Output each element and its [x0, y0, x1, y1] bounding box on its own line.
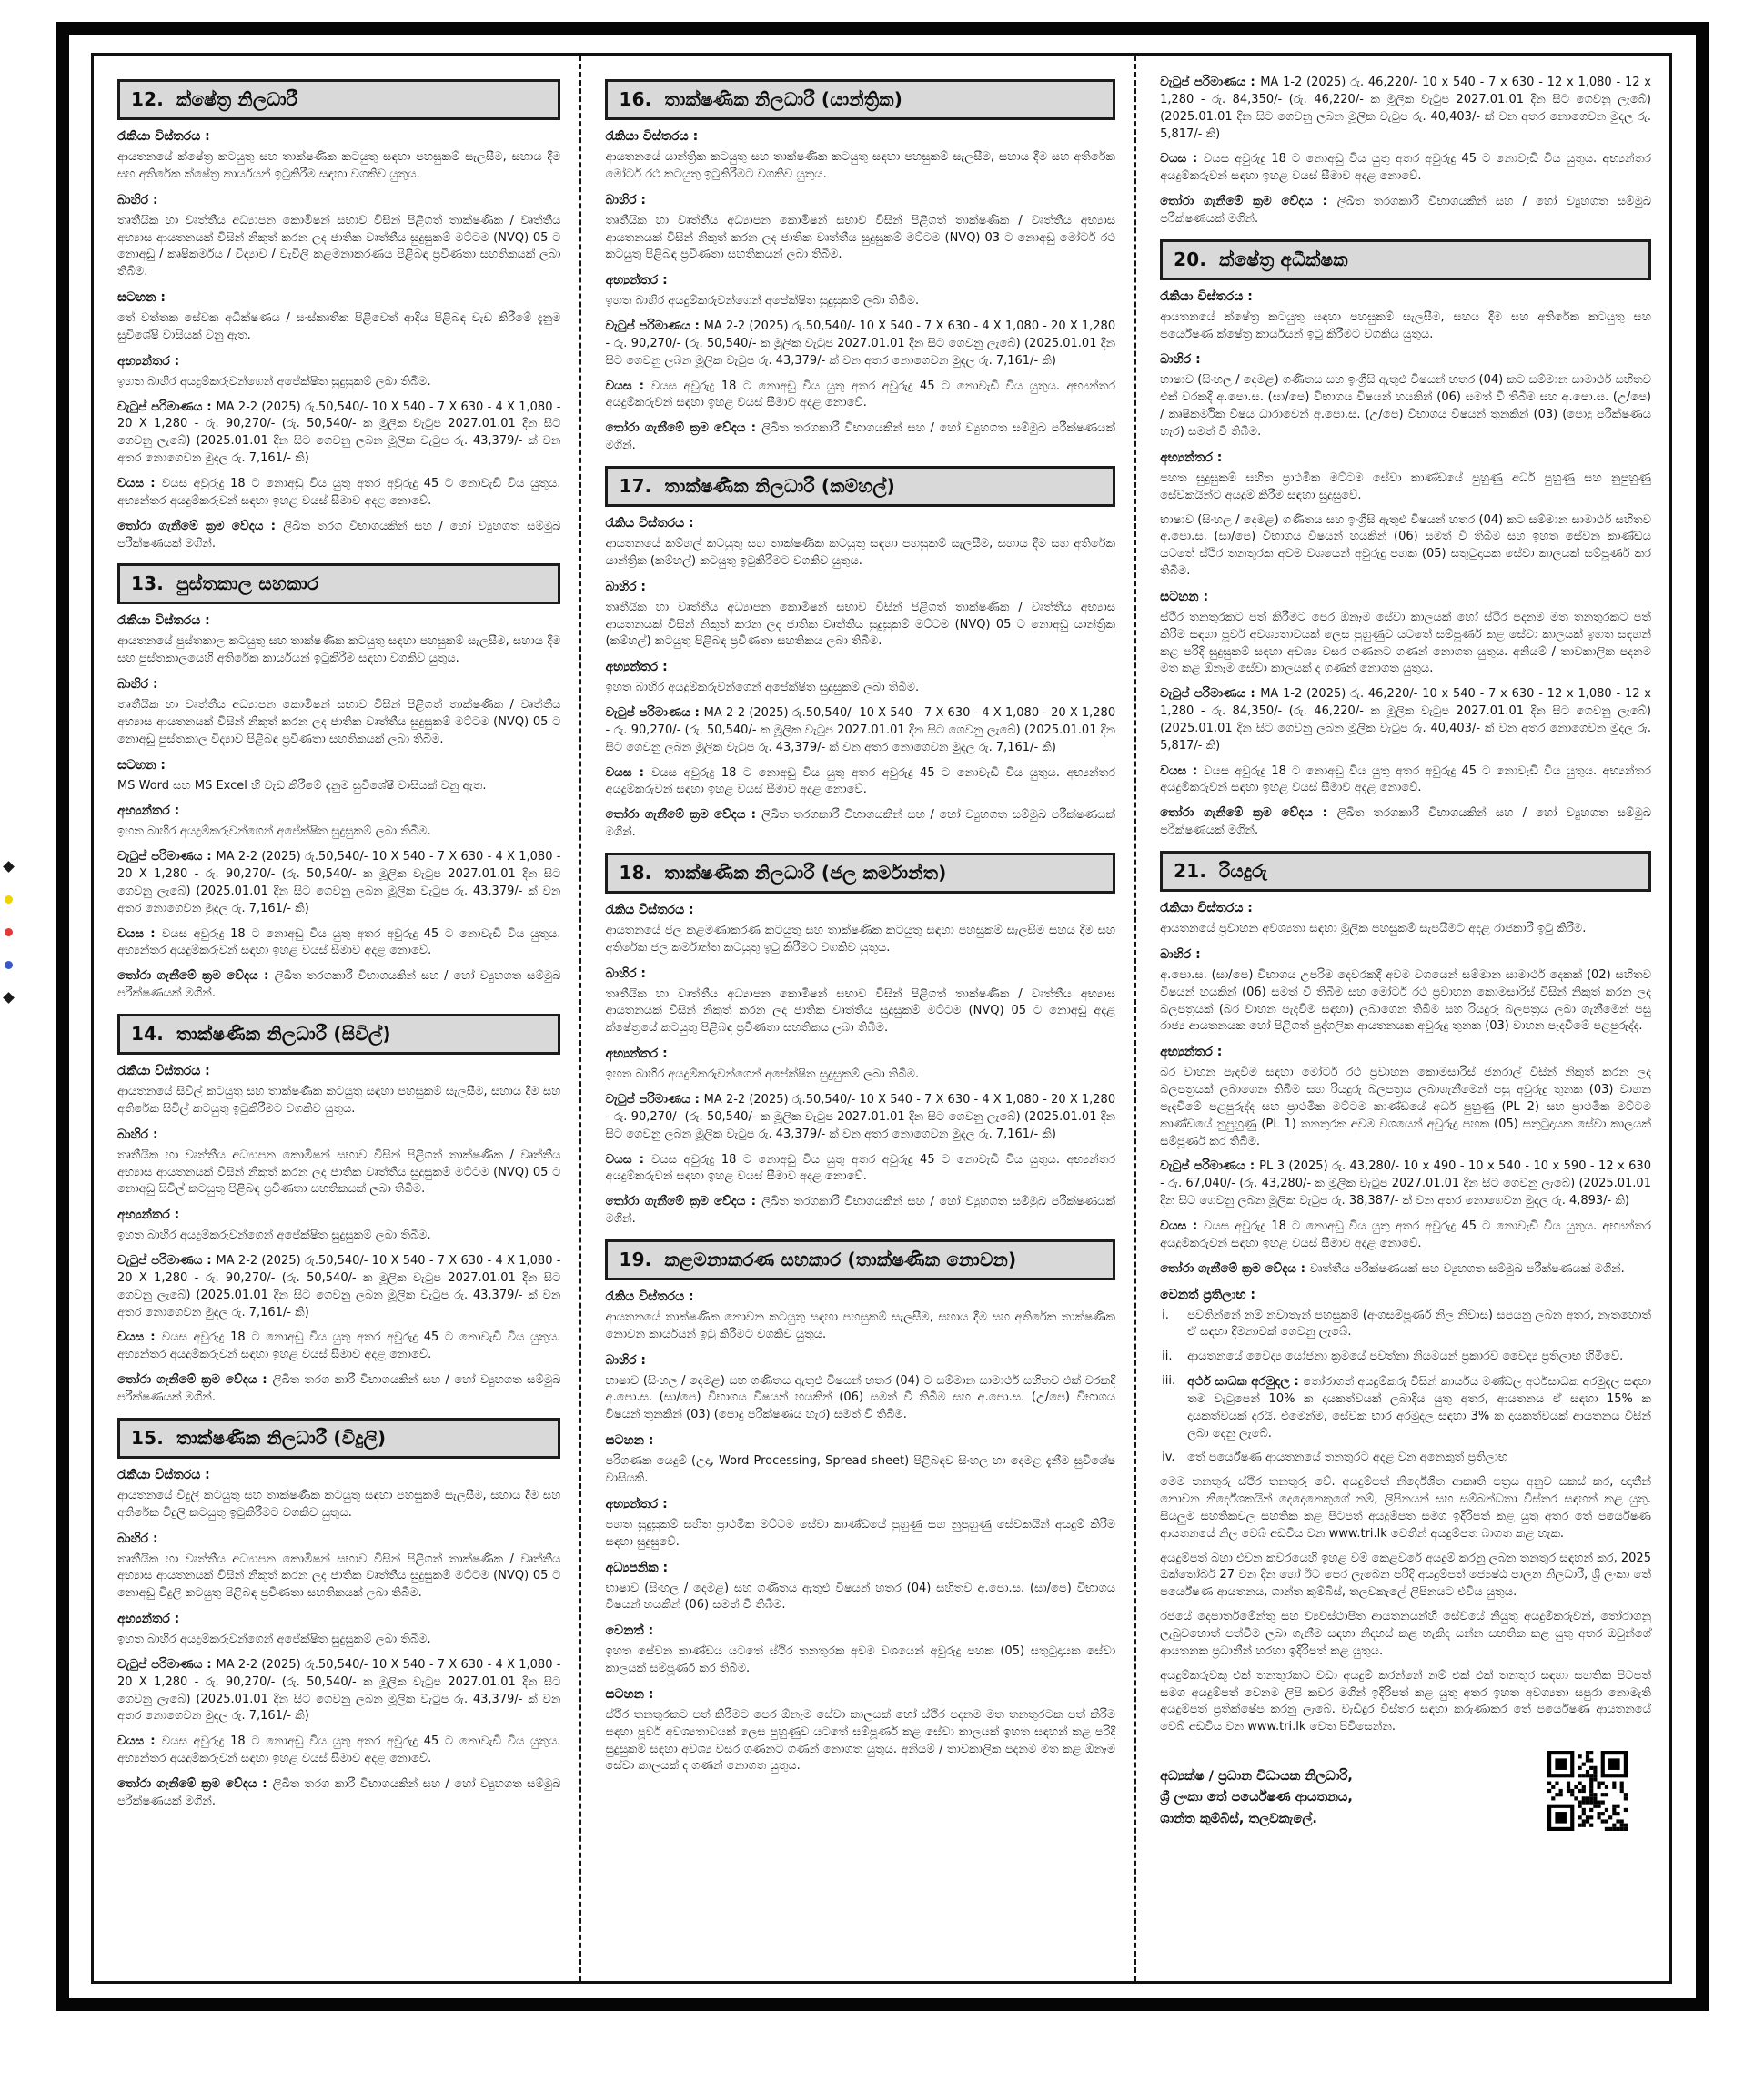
field-label: අභ්‍යන්තර :: [117, 353, 180, 369]
field-value: ලිඛිත තරග කාරී විභාගයකින් සහ / හෝ ව්‍යුහගත සම්මුඛ පරීක්ෂණයක් මගින්.: [117, 1776, 561, 1808]
list-item: [1160, 1349, 1651, 1366]
body-paragraph: [605, 704, 1115, 757]
field-value: MA 1-2 (2025) රු. 46,220/- 10 x 540 - 7 x 630 - 12 x 1,080 - 12 x 1,280 - රු. 84,350/- (රු. 46,220/- ක මූලික වැටුප 2027.01.01 දින සිට ගෙවනු ලැබේ) (2025.01.01 දින සිට ගෙවනු ලබන මූලික වැටුප රු. 40,403/- ක් වන අතර නොගෙවන මුදල රු. 5,817/- කි): [1160, 76, 1651, 141]
field-label: වෙනත් :: [605, 1623, 654, 1639]
field-label: වැටුප් පරිමාණය :: [1160, 75, 1261, 89]
section-number: 13.: [131, 572, 165, 595]
body-paragraph: [1160, 685, 1651, 754]
field-label: වයස :: [117, 1330, 162, 1345]
section-title: තාක්ෂණික නිලධාරී (ජල කර්මාන්ත): [664, 861, 947, 884]
body-paragraph: ඉහත බාහිර අයදුම්කරුවන්ගෙන් අපේක්ෂිත සුදුසුකම් ලබා තිබීම.: [605, 294, 920, 308]
registration-mark-diamond: [3, 992, 15, 1004]
signature-line: ශ්‍රී ලංකා තේ පර්යේෂණ ආයතනය,: [1160, 1790, 1353, 1805]
field-label: වයස :: [117, 475, 162, 490]
body-paragraph: MS Word සහ MS Excel හි වැඩ කිරීමේ දැනුම සුවිශේෂී වාසියක් වනු ඇත.: [117, 778, 487, 793]
field-label: වැටුප් පරිමාණය :: [605, 1092, 704, 1107]
section-title: තාක්ෂණික නිලධාරී (යාන්ත්‍රික): [664, 88, 903, 110]
field-label: වයස :: [117, 1734, 162, 1749]
field-label: රැකිය විස්තරය :: [605, 1289, 694, 1304]
section-header: [605, 466, 1115, 507]
body-paragraph: රජයේ දෙපාර්තමේන්තු සහ ව්‍යවස්ථාපිත ආයතනයන්හි සේවයේ නියුතු අයදුම්කරුවන්, තෝරාගනු ලැබුවහොත් පත්වීම ලබා ගැනීම සඳහා නිදහස් කළ හැකිද යන්න සහතික කළ යුතු අතර ඔවුන්ගේ ආයතනක ප්‍රධානීන් හරහා ඉදිරිපත් කළ යුතුය.: [1160, 1610, 1651, 1658]
body-paragraph: ආයතනයේ ප්‍රවාහන අවශ්‍යතා සඳහා මූලික පහසුකම් සැපයීමට අදළ රාජකාරී ඉටු කිරීම.: [1160, 922, 1587, 935]
section-header: [117, 563, 560, 604]
list-item: [1160, 1308, 1651, 1342]
list-marker: ii.: [1162, 1350, 1173, 1364]
field-label: අභ්‍යන්තර :: [1160, 1045, 1223, 1060]
body-paragraph: [117, 1656, 560, 1725]
signature-lines: [1160, 1764, 1353, 1831]
field-value: MA 2-2 (2025) රු.50,540/- 10 X 540 - 7 X 630 - 4 X 1,080 - 20 X 1,280 - රු. 90,270/- (රු. 50,540/- ක මූලික වැටුප 2027.01.01 දින සිට ගෙවනු ලැබේ) (2025.01.01 දින සිට ගෙවනු ලබන මූලික වැටුප රු. 43,379/- ක් වන අතර නොගෙවන මුදල රු. 7,161/- කි): [117, 1254, 561, 1320]
field-label: අභ්‍යන්තර :: [605, 1046, 668, 1062]
body-paragraph: [605, 1193, 1115, 1228]
body-paragraph: [1160, 804, 1651, 840]
body-paragraph: තෘතීයික හා වෘත්තීය අධ්‍යාපන කොමිෂන් සභාව විසින් පිළිගත් තාක්ෂණික / වෘත්තීය අභ්‍යාස ආයතනයක් විසින් නිකුත් කරන ලද ජාතික වෘත්තීය සුදුසුකම් මට්ටම (NVQ) 05 ට නොඅඩු යාන්ත්‍රික (කම්හල්) කටයුතු පිළිබඳ ප්‍රවීණතා සහතිකය ලබා තිබීම.: [605, 600, 1116, 649]
section-number: 19.: [619, 1248, 652, 1270]
field-label: වැටුප් පරිමාණය :: [1160, 686, 1261, 702]
section-number: 15.: [131, 1426, 165, 1449]
body-paragraph: [1160, 1218, 1651, 1253]
registration-mark-dot: [5, 928, 13, 936]
body-paragraph: අ.පො.ස. (සා/පෙ) විභාගය උපරිම දෙවරකදී අවම වශයෙන් සම්මාන සාමාර්ථ දෙකක් (02) සහිතව විෂයන් හයකින් (06) සමත් වී තිබීම සහ මෝටර් රථ ප්‍රවාහන කොමසාරිස් විසින් නිකුත් කරන ලද බලපත්‍රයක් (බර වාහන පැදවීම සඳහා) ලබාගෙන තිබීම සහ රියදුරු බලපත්‍රය ලබා ගැනීමෙන් පසු රාජ්‍ය ආයතනයක හෝ පිළිගත් පුද්ගලික ආයතනයක අවුරුදු තුනක (03) වාහන පැදවීමේ පළපුරුද්ද.: [1160, 967, 1651, 1034]
field-label: අභ්‍යන්තර :: [117, 1208, 180, 1223]
field-label: බාහිර :: [117, 192, 158, 207]
body-paragraph: ආයතනයේ කම්හල් කටයුතු සහ තාක්ෂණික කටයුතු සඳහා පහසුකම් සැලසීම, සහාය දීම සහ අතිරේක යාන්ත්‍රික (කම්හල්) කටයුතු ඉටුකිරීමට වගකිව යුතුය.: [605, 536, 1116, 568]
field-label: රැකියා විස්තරය :: [1160, 288, 1253, 304]
field-label: තෝරා ගැනීමේ ක්‍රම වේදය :: [1160, 194, 1337, 209]
body-paragraph: [117, 1329, 560, 1364]
field-value: MA 2-2 (2025) රු.50,540/- 10 X 540 - 7 X 630 - 4 X 1,080 - 20 X 1,280 - රු. 90,270/- (රු. 50,540/- ක මූලික වැටුප 2027.01.01 දින සිට ගෙවනු ලැබේ) (2025.01.01 දින සිට ගෙවනු ලබන මූලික වැටුප රු. 43,379/- ක් වන අතර නොගෙවන මුදල රු. 7,161/- කි): [605, 706, 1116, 754]
field-label: අධ්‍යපනික :: [605, 1560, 669, 1575]
field-label: බාහිර :: [1160, 352, 1201, 368]
body-paragraph: මෙම තනතුරු ස්ථිර තනතුරු වේ. අයදුම්පත් නිර්දේශිත ආකෘති පත්‍රය අනුව සකස් කර, ඥාතීන් නොවන නිර්දේශකයින් දෙදෙනෙකුගේ නම්, ලිපිනයන් සහ සම්බන්ධතා විස්තර සඳහන් කළ යුතු. සියලුම සහතිකවල සහතික කළ පිටපත් අයදුම්පත සමග ඉදිරිපත් කළ යුතු අතර තේ පර්යේෂණ ආයතනයේ නිල වෙබ් අඩවිය වන www.tri.lk වෙතින් අයදුම්පත බාගත කළ හැක.: [1160, 1475, 1651, 1541]
field-label: බාහිර :: [117, 677, 158, 693]
body-paragraph: [117, 518, 560, 553]
field-value: MA 2-2 (2025) රු.50,540/- 10 X 540 - 7 X 630 - 4 X 1,080 - 20 X 1,280 - රු. 90,270/- (රු. 50,540/- ක මූලික වැටුප 2027.01.01 දින සිට ගෙවනු ලැබේ) (2025.01.01 දින සිට ගෙවනු ලබන මූලික වැටුප රු. 43,379/- ක් වන අතර නොගෙවන මුදල රු. 7,161/- කි): [117, 850, 561, 915]
field-label: වයස :: [605, 1151, 651, 1167]
field-value: වයස අවුරුදු 18 ට නොඅඩු විය යුතු අතර අවුරුදු 45 ට නොවැඩි විය යුතුය. අභ්‍යන්තර අයදුම්කරුවන් සඳහා ඉහළ වයස් සීමාව අදළ නොවේ.: [605, 765, 1116, 797]
field-label: වයස :: [117, 925, 162, 941]
registration-mark-dot: [5, 961, 13, 969]
section-header: [605, 853, 1115, 894]
field-label: වැටුප් පරිමාණය :: [117, 399, 217, 414]
section-title: තාක්ෂණික නිලධාරී (විදුලි): [176, 1426, 387, 1449]
field-value: PL 3 (2025) රු. 43,280/- 10 x 490 - 10 x 540 - 10 x 590 - 12 x 630 - රු. 67,040/- (රු. 43,280/- ක මූලික වැටුප 2027.01.01 දින සිට ගෙවනු ලැබේ) (2025.01.01 දින සිට ගෙවනු ලබන මූලික වැටුප රු. 38,387/- ක් වන අතර නොගෙවන මුදල රු. 4,893/- කි): [1160, 1159, 1651, 1208]
body-paragraph: භාෂාව (සිංහල / දෙමළ) ගණිතය සහ ඉංග්‍රීසි ඇතුළු විෂයන් හතර (04) කට සම්මාන සාමාර්ථ සහිතව එක් වරකදී අ.පො.ස. (සා/පෙ) විභාගය විෂයන් හයකින් (06) සමත් වී තිබීම සහ අ.පො.ස. (උ/පෙ) / කෘෂිකර්මික විෂය ධාරාවෙන් අ.පො.ස. (උ/පෙ) විභාගය විෂයන් තුනකින් (03) (පොදු පරීක්ෂණය හැර) සමත් වී තිබීම.: [1160, 373, 1651, 439]
body-paragraph: තේ වත්තක සේවක අධීක්ෂණය / සංස්කෘතික පිළිවෙත් ආදිය පිළිබඳ වැඩ කිරීමේ දැනුම සුවිශේෂී වාසියක් වනු ඇත.: [117, 311, 561, 342]
field-label: වැටුප් පරිමාණය :: [605, 705, 704, 721]
body-paragraph: [1160, 74, 1651, 143]
field-label: රැකියා විස්තරය :: [117, 129, 210, 144]
field-label: රැකියා විස්තරය :: [117, 1467, 210, 1482]
field-label: බාහිර :: [117, 1531, 158, 1546]
body-paragraph: [117, 1775, 560, 1811]
body-paragraph: [605, 764, 1115, 800]
signature-line: අධ්‍යක්ෂ / ප්‍රධාන විධායක නිලධාරි,: [1160, 1769, 1353, 1785]
registration-mark-dot: [5, 895, 13, 904]
body-paragraph: ආයතනයේ ක්ෂේත්‍ර කටයුතු සහ තාක්ෂණික කටයුතු සඳහා පහසුකම් සැලසීම, සහාය දීම සහ අතිරේක ක්ෂේත්‍ර කාර්යයන් ඉටුකිරීම සඳහා වගකිව යුතුය.: [117, 150, 561, 181]
field-label: වයස :: [1160, 151, 1205, 167]
section-title: ක්ෂේත්‍ර නිලධාරී: [176, 88, 298, 110]
list-item-text: පවතින්නේ නම් නවාතැන් පහසුකම් (අංගසම්පූර්ණ නිල නිවාස) සපයනු ලබන අතර, නැතහොත් ඒ සඳහා දීමනාවක් ගෙවනු ලැබේ.: [1187, 1308, 1651, 1340]
body-paragraph: ඉහත සේවන කාණ්ඩය යටතේ ස්ථිර තනතුරක අවම වශයෙන් අවුරුදු පහක (05) සතුටුදායක සේවා කාලයක් සම්පූර්ණ කර තිබීම.: [605, 1644, 1116, 1676]
body-paragraph: [605, 378, 1115, 413]
field-label: සටහන :: [117, 290, 166, 306]
body-paragraph: [1160, 763, 1651, 798]
body-paragraph: ස්ථිර තනතුරකට පත් කිරීමට පෙර ඕනෑම සේවා කාලයක් හෝ ස්ථිර පදනම මත තනතුරටක පත් කිරීම සඳහා පූර්ව අවශ්‍යතාවයක් ලෙස පුහුණුව යටතේ සම්පූර්ණ කළ සේවා කාලයක් ඉහත සඳහන් කළ පරිදි සුදුසුකම් සඳහා අවශ්‍ය වසර ගණනට ගණන් නොගත යුතුය. අනියම් / තාවකාලික පදනම මත කළ ඕනෑම සේවා කාලයක් ද ගණන් නොගත යුතුය.: [605, 1707, 1116, 1774]
body-paragraph: [1160, 1158, 1651, 1210]
section-header: [1160, 239, 1651, 280]
field-value: වයස අවුරුදු 18 ට නොඅඩු විය යුතු අතර අවුරුදු 45 ට නොවැඩි විය යුතුය. අභ්‍යන්තර අයදුම්කරුවන් සඳහා ඉහළ වයස් සීමාව අදළ නොවේ.: [605, 379, 1116, 410]
field-label: සටහන :: [117, 757, 166, 773]
field-value: වයස අවුරුදු 18 ට නොඅඩු විය යුතු අතර අවුරුදු 45 ට නොවැඩි විය යුතුය. අභ්‍යන්තර අයදුම්කරුවන් සඳහා ඉහළ වයස් සීමාව අදළ නොවේ.: [117, 926, 561, 958]
list-marker: i.: [1162, 1308, 1169, 1322]
list-item: [1160, 1450, 1651, 1467]
body-paragraph: පරිගණක යෙදුම් (උදා, Word Processing, Spread sheet) පිළිබඳව සිංහල හා දෙමළ දැනීම සුවිශේෂ වාසියකි.: [605, 1454, 1116, 1485]
field-label: අභ්‍යන්තර :: [117, 1612, 180, 1627]
body-paragraph: [605, 420, 1115, 455]
section-title: කළමනාකරණ සහකාර (තාක්ෂණික නොවන): [664, 1248, 1017, 1270]
section-header: [1160, 851, 1651, 892]
field-label: තෝරා ගැනීමේ ක්‍රම වේදය :: [117, 1372, 273, 1388]
section-title: තාක්ෂණික නිලධාරී (කම්හල්): [664, 474, 895, 497]
field-value: වයස අවුරුදු 18 ට නොඅඩු විය යුතු අතර අවුරුදු 45 ට නොවැඩි විය යුතුය. අභ්‍යන්තර අයදුම්කරුවන් සඳහා ඉහළ වයස් සීමාව අදළ නොවේ.: [1160, 763, 1651, 795]
field-label: වයස :: [1160, 763, 1205, 778]
field-label: වයස :: [605, 378, 651, 393]
list-item-text: තේ පර්යේෂණ ආයතනයේ තනතුරට අදළ වන අනෙකුත් ප්‍රතිලාභ: [1187, 1451, 1508, 1465]
section-number: 14.: [131, 1023, 165, 1045]
field-label: රැකිය විස්තරය :: [605, 902, 694, 917]
body-paragraph: [117, 1252, 560, 1321]
body-paragraph: තෘතීයික හා වෘත්තීය අධ්‍යාපන කොමිෂන් සභාව විසින් පිළිගත් තාක්ෂණික / වෘත්තීය අභ්‍යාස ආයතනයක් විසින් නිකුත් කරන ලද ජාතික වෘත්තීය සුදුසුකම් මට්ටම (NVQ) 03 ට නොඅඩු මෝටර් රථ කටයුතු පිළිබඳ ප්‍රවීණතා සහතිකයන් ලබා තිබීම.: [605, 213, 1116, 262]
field-value: ලිඛිත තරග විභාගයකින් සහ / හෝ ව්‍යුහගත සම්මුඛ පරීක්ෂණයක් මගින්.: [117, 519, 561, 551]
field-value: ලිඛිත තරගකාරී විභාගයකින් සහ / හෝ ව්‍යුහගත සම්මුඛ පරීක්ෂණයක් මගින්.: [1160, 806, 1651, 838]
field-label: වැටුප් පරිමාණය :: [605, 318, 704, 334]
field-value: ලිඛිත තරගකාරී විභාගයකින් සහ / හෝ ව්‍යුහගත සම්මුඛ පරීක්ෂණයක් මගින්.: [605, 1195, 1116, 1227]
field-label: අර්ථ සාධක අරමුදල :: [1187, 1374, 1304, 1390]
field-label: අභ්‍යන්තර :: [117, 804, 180, 819]
body-paragraph: තෘතීයික හා වෘත්තීය අධ්‍යාපන කොමිෂන් සභාව විසින් පිළිගත් තාක්ෂණික / වෘත්තීය අභ්‍යාස ආයතනයක් විසින් නිකුත් කරන ලද ජාතික වෘත්තීය සුදුසුකම් මට්ටම (NVQ) 05 ට නොඅඩු පුස්තකාල විද්‍යාව පිළිබඳ ප්‍රවීණතා සහතිකයක් ලබා තිබීම.: [117, 698, 561, 746]
section-title: තාක්ෂණික නිලධාරී (සිවිල්): [176, 1023, 391, 1045]
body-paragraph: ආයතනයේ තාක්ෂණික නොවන කටයුතු සඳහා පහසුකම් සැලසීම, සහාය දීම සහ අතිරේක තාක්ෂණික නොවන කාර්යයන් ඉටු කිරීමට වගකිව යුතුය.: [605, 1309, 1116, 1341]
field-label: අභ්‍යන්තර :: [605, 273, 668, 288]
body-paragraph: ඉහත බාහිර අයදුම්කරුවන්ගෙන් අපේක්ෂිත සුදුසුකම් ලබා තිබීම.: [605, 1067, 920, 1082]
field-value: වයස අවුරුදු 18 ට නොඅඩු විය යුතු අතර අවුරුදු 45 ට නොවැඩි විය යුතුය. අභ්‍යන්තර අයදුම්කරුවන් සඳහා ඉහළ වයස් සීමාව අදළ නොවේ.: [1160, 152, 1651, 184]
field-label: බාහිර :: [605, 1352, 647, 1368]
column-2: [579, 56, 1134, 1981]
field-value: MA 2-2 (2025) රු.50,540/- 10 X 540 - 7 X 630 - 4 X 1,080 - 20 X 1,280 - රු. 90,270/- (රු. 50,540/- ක මූලික වැටුප 2027.01.01 දින සිට ගෙවනු ලැබේ) (2025.01.01 දින සිට ගෙවනු ලබන මූලික වැටුප රු. 43,379/- ක් වන අතර නොගෙවන මුදල රු. 7,161/- කි): [605, 1093, 1116, 1141]
body-paragraph: ඉහත බාහිර අයදුම්කරුවන්ගෙන් අපේක්ෂිත සුදුසුකම් ලබා තිබීම.: [117, 824, 431, 839]
field-label: තෝරා ගැනීමේ ක්‍රම වේදය :: [117, 1775, 273, 1791]
body-paragraph: ඉහත බාහිර අයදුම්කරුවන්ගෙන් අපේක්ෂිත සුදුසුකම් ලබා තිබීම.: [117, 1228, 431, 1243]
field-value: වයස අවුරුදු 18 ට නොඅඩු විය යුතු අතර අවුරුදු 45 ට නොවැඩි විය යුතුය. අභ්‍යන්තර අයදුම්කරුවන් සඳහා ඉහළ වයස් සීමාව අදළ නොවේ.: [1160, 1218, 1651, 1250]
field-label: රැකියා විස්තරය :: [117, 1064, 210, 1078]
field-label: බාහිර :: [117, 1127, 158, 1142]
body-paragraph: [117, 399, 560, 468]
body-paragraph: [1160, 1260, 1651, 1279]
field-value: වෘත්තීය පරීක්ෂණයක් සහ ව්‍යුහගත සම්මුඛ පරීක්ෂණයක් මගින්.: [1309, 1261, 1625, 1276]
field-value: ලිඛිත තරගකාරී විභාගයකින් සහ / හෝ ව්‍යුහගත සම්මුඛ පරීක්ෂණයක් මගින්.: [117, 969, 561, 1001]
body-paragraph: [605, 1151, 1115, 1187]
section-title: රියදුරු: [1219, 860, 1268, 882]
field-label: තෝරා ගැනීමේ ක්‍රම වේදය :: [1160, 1260, 1310, 1276]
field-value: MA 2-2 (2025) රු.50,540/- 10 X 540 - 7 X 630 - 4 X 1,080 - 20 X 1,280 - රු. 90,270/- (රු. 50,540/- ක මූලික වැටුප 2027.01.01 දින සිට ගෙවනු ලැබේ) (2025.01.01 දින සිට ගෙවනු ලබන මූලික වැටුප රු. 43,379/- ක් වන අතර නොගෙවන මුදල රු. 7,161/- කි): [605, 319, 1116, 368]
inner-frame: [91, 53, 1672, 1984]
body-paragraph: ආයතනයේ ක්ෂේත්‍ර කටයුතු සඳහා පහසුකම් සැලසීම, සහය දීම සහ අතිරේක කටයුතු සහ පර්යේෂණ ක්ෂේත්‍ර කාර්යයන් ඉටු කිරීමට වගකිය යුතුය.: [1160, 309, 1651, 341]
columns-container: [94, 56, 1669, 1981]
body-paragraph: [117, 848, 560, 917]
section-title: ක්ෂේත්‍ර අධීක්ෂක: [1219, 248, 1348, 270]
field-label: බාහිර :: [605, 966, 647, 981]
body-paragraph: ස්ථිර තනතුරකට පත් කිරීමට පෙර ඕනෑම සේවා කාලයක් හෝ ස්ථිර පදනම මත තනතුරකට පත් කිරීම සඳහා පූර්ව අවශ්‍යතාවයක් ලෙස පුහුණුව යටතේ සම්පූර්ණ කළ සේවා කාලයක් ඉහත සඳහන් කළ පරිදි සුදුසුකම් සඳහා අවශ්‍ය වසර ගණනට ගණන් නොගත යුතුය. අනියම් / තාවකාලික පදනම මත කළ ඕනෑම සේවා කාලයක් ද ගණන් නොගත යුතුය.: [1160, 610, 1651, 676]
body-paragraph: ආයතනයේ ජල කළමණාකරණ කටයුතු සහ තාක්ෂණික කටයුතු සඳහා පහසුකම් සැලසීම සහය දීම සහ අතිරේක ජල කර්මාන්ත කටයුතු ඉටු කිරීමට වගකිව යුතුය.: [605, 923, 1116, 955]
field-label: බාහිර :: [605, 579, 647, 594]
field-label: වැටුප් පරිමාණය :: [117, 1656, 217, 1672]
field-value: වයස අවුරුදු 18 ට නොඅඩු විය යුතු අතර අවුරුදු 45 ට නොවැඩි විය යුතුය. අභ්‍යන්තර අයදුම්කරුවන් සඳහා ඉහළ වයස් සීමාව අදළ නොවේ.: [605, 1152, 1116, 1184]
list-item: [1160, 1373, 1651, 1442]
body-paragraph: තෘතීයික හා වෘත්තීය අධ්‍යාපන කොමිෂන් සභාව විසින් පිළිගත් තාක්ෂණික / වෘත්තීය අභ්‍යාස ආයතනයක් විසින් නිකුත් කරන ලද ජාතික වෘත්තීය සුදුසුකම් මට්ටම (NVQ) 05 ට නොඅඩු විදුලි කටයුතු පිළිබඳ ප්‍රවීණතා සහතිකයක් ලබා තිබීම.: [117, 1552, 561, 1601]
field-label: රැකියා විස්තරය :: [117, 613, 210, 629]
field-label: බාහිර :: [1160, 946, 1201, 962]
body-paragraph: [117, 925, 560, 961]
section-header: [117, 1014, 560, 1055]
body-paragraph: ආයතනයේ සිවිල් කටයුතු සහ තාක්ෂණික කටයුතු සඳහා පහසුකම් සැලසීම, සහාය දීම සහ අතිරේක සිවිල් කටයුතු ඉටුකිරීමට වගකිව යුතුය.: [117, 1085, 561, 1116]
field-value: වයස අවුරුදු 18 ට නොඅඩු විය යුතු අතර අවුරුදු 45 ට නොවැඩි විය යුතුය. අභ්‍යන්තර අයදුම්කරුවන් සඳහා ඉහළ වයස් සීමාව අදළ නොවේ.: [117, 1734, 561, 1766]
body-paragraph: [605, 806, 1115, 842]
section-header: [605, 79, 1115, 120]
field-value: ලිඛිත තරගකාරී විභාගයකින් සහ / හෝ ව්‍යුහගත සම්මුඛ පරීක්ෂණයක් මගින්.: [605, 808, 1116, 840]
body-paragraph: [117, 967, 560, 1003]
field-value: ලිඛිත තරග කාරී විභාගයකින් සහ / හෝ ව්‍යුහගත සම්මුඛ පරීක්ෂණයක් මගින්.: [117, 1373, 561, 1404]
field-label: රැකියා විස්තරය :: [1160, 901, 1253, 915]
field-label: තෝරා ගැනීමේ ක්‍රම වේදය :: [605, 807, 762, 823]
body-paragraph: පහත සුදුසුකම් සහිත ප්‍රාථමික මට්ටම සේවා කාණ්ඩයේ පුහුණු අර්ධ පුහුණු සහ නුපුහුණු සේවකයින්ට අයදුම් කිරීම සඳහා සුදුසුවේ.: [1160, 470, 1651, 502]
section-number: 16.: [619, 88, 652, 110]
section-header: [605, 1239, 1115, 1280]
body-paragraph: ඉහත බාහිර අයදුම්කරුවන්ගෙන් අපේක්ෂිත සුදුසුකම් ලබා තිබීම.: [117, 374, 431, 389]
field-value: MA 2-2 (2025) රු.50,540/- 10 X 540 - 7 X 630 - 4 X 1,080 - 20 X 1,280 - රු. 90,270/- (රු. 50,540/- ක මූලික වැටුප 2027.01.01 දින සිට ගෙවනු ලැබේ) (2025.01.01 දින සිට ගෙවනු ලබන මූලික වැටුප රු. 43,379/- ක් වන අතර නොගෙවන මුදල රු. 7,161/- කි): [117, 399, 561, 466]
body-paragraph: බර වාහන පැදවීම සඳහා මෝටර් රථ ප්‍රවාහන කොමසාරිස් ජනරාල් විසින් නිකුත් කරන ලද බලපත්‍රයක් ලබාගෙන තිබීම සහ රියදුරු බලපත්‍රය ලබාගැනීමෙන් පසු අවුරුදු තුනක (03) වාහන පැදවීමේ පළපුරුද්ද සහ ප්‍රාථමික මට්ටම කාණ්ඩයේ අර්ධ පුහුණු (PL 2) සහ ප්‍රාථමික මට්ටම කාණ්ඩයේ නුපුහුණු (PL 1) තනතුරක අවම වශයෙන් අවුරුදු පහක (05) සතුටුදායක සේවා කාලයක් සම්පූර්ණ කර තිබීම.: [1160, 1066, 1651, 1148]
field-value: MA 1-2 (2025) රු. 46,220/- 10 x 540 - 7 x 630 - 12 x 1,080 - 12 x 1,280 - රු. 84,350/- (රු. 46,220/- ක මූලික වැටුප 2027.01.01 දින සිට ගෙවනු ලැබේ) (2025.01.01 දින සිට ගෙවනු ලබන මූලික වැටුප රු. 40,403/- ක් වන අතර නොගෙවන මුදල රු. 5,817/- කි): [1160, 687, 1651, 753]
field-value: වයස අවුරුදු 18 ට නොඅඩු විය යුතු අතර අවුරුදු 45 ට නොවැඩි විය යුතුය. අභ්‍යන්තර අයදුම්කරුවන් සඳහා ඉහළ වයස් සීමාව අදළ නොවේ.: [117, 476, 561, 508]
field-label: බාහිර :: [605, 192, 647, 207]
field-label: රැකියා විස්තරය :: [605, 129, 699, 144]
field-label: වැටුප් පරිමාණය :: [117, 849, 217, 864]
body-paragraph: [1160, 193, 1651, 228]
column-1: [94, 56, 579, 1981]
body-paragraph: ආයතනයේ විදුලි කටයුතු සහ තාක්ෂණික කටයුතු සඳහා පහසුකම් සැලසීම, සහාය දීම සහ අතිරේක විදුලි කටයුතු ඉටුකිරීමට වගකිව යුතුය.: [117, 1488, 561, 1520]
body-paragraph: [117, 475, 560, 511]
registration-mark-diamond: [3, 861, 15, 873]
body-paragraph: තෘතීයික හා වෘත්තීය අධ්‍යාපන කොමිෂන් සභාව විසින් පිළිගත් තාක්ෂණික / වෘත්තීය අභ්‍යාස ආයතනයක් විසින් නිකුත් කරන ලද ජාතික වෘත්තීය සුදුසුකම් මට්ටම (NVQ) 05 ට නොඅඩු සිවිල් කටයුතු පිළිබඳ ප්‍රවීණතා සහතිකයක් ලබා තිබීම.: [117, 1148, 561, 1197]
body-paragraph: [605, 318, 1115, 370]
field-value: MA 2-2 (2025) රු.50,540/- 10 X 540 - 7 X 630 - 4 X 1,080 - 20 X 1,280 - රු. 90,270/- (රු. 50,540/- ක මූලික වැටුප 2027.01.01 දින සිට ගෙවනු ලැබේ) (2025.01.01 දින සිට ගෙවනු ලබන මූලික වැටුප රු. 43,379/- ක් වන අතර නොගෙවන මුදල රු. 7,161/- කි): [117, 1657, 561, 1724]
body-paragraph: [117, 1733, 560, 1768]
field-label: වැටුප් පරිමාණය :: [117, 1253, 217, 1269]
section-header: [117, 1418, 560, 1459]
body-paragraph: අයදුම්කරුවකු එක් තනතුරකට වඩා අයදුම් කරන්නේ නම් එක් එක් තනතුර සඳහා සහතික පිටපත් සමග අයදුම්පත් වෙනම ලිපි කවර මගින් ඉදිරිපත් කළ යුතු අතර ඉහත අවශ්‍යතා සපුරා නොමැති අයදුම්පත් ප්‍රතික්ෂේප කරනු ලැබේ. වැඩිදුර විස්තර සඳහා කරුණාකර තේ පර්යේෂණ ආයතනයේ වෙබ් අඩවිය වන www.tri.lk වෙත පිවිසෙන්න.: [1160, 1668, 1651, 1734]
body-paragraph: භාෂාව (සිංහල / දෙමළ) සහ ගණිතය ඇතුළු විෂයන් හතර (04) සහිතව අ.පො.ස. (සා/පෙ) විභාගය විෂයන් හයකින් (06) සමත් වී තිබීම.: [605, 1581, 1116, 1613]
field-label: තෝරා ගැනීමේ ක්‍රම වේදය :: [605, 420, 762, 436]
list-item-text: තෝරාගත් අයදුම්කරු විසින් කාර්යය මණ්ඩල අර්ථසාධක අරමුදල සඳහා තම වැටුපෙන් 10% ක දායකත්වයක් ලබාදිය යුතු අතර, ආයතනය ඒ සඳහා 15% ක දායකත්වයක් දරයි. එමෙන්ම, සේවක භාර අරමුදල සඳහා 3% ක දායකත්වයක් ආයතනය විසින් ලබා දෙනු ලැබේ.: [1187, 1375, 1651, 1441]
qr-code: [1547, 1751, 1628, 1831]
field-value: ලිඛිත තරගකාරී විභාගයකින් සහ / හෝ ව්‍යුහගත සම්මුඛ පරීක්ෂණයක් මගින්.: [605, 421, 1116, 453]
body-paragraph: ඉහත බාහිර අයදුම්කරුවන්ගෙන් අපේක්ෂිත සුදුසුකම් ලබා තිබීම.: [605, 681, 920, 695]
section-number: 20.: [1174, 248, 1207, 270]
field-label: තෝරා ගැනීමේ ක්‍රම වේදය :: [117, 518, 284, 533]
body-paragraph: අයදුම්පත් බහා එවන කවරයෙහි ඉහළ වම් කෙළවරේ අයදුම් කරනු ලබන තනතුර සඳහන් කර, 2025 ඔක්තෝබර් 27 වන දින හෝ ඊට පෙර ලැබෙන පරිදි අයදුම්පත් ජ්‍යෙෂ්ඨ පාලන නිලධාරී, ශ්‍රී ලංකා තේ පර්යේෂණ ආයතනය, ශාන්ත කුම්බිස්, තලවකැලේ ලිපිනයට එවිය යුතුය.: [1160, 1551, 1651, 1600]
list-marker: iv.: [1162, 1451, 1175, 1465]
list-marker: iii.: [1162, 1374, 1176, 1389]
body-paragraph: ඉහත බාහිර අයදුම්කරුවන්ගෙන් අපේක්ෂිත සුදුසුකම් ලබා තිබීම.: [117, 1633, 431, 1647]
section-number: 17.: [619, 474, 652, 497]
body-paragraph: භාෂාව (සිංහල / දෙමළ) සහ ගණිතය ඇතුළු විෂයන් හතර (04) ට සම්මාන සාමාර්ථ සහිතව එක් වරකදී අ.පො.ස. (සා/පෙ) විභාගය විෂයන් හයකින් (06) සමත් වී තිබීම සහ අ.පො.ස. (උ/පෙ) විභාගය විෂයන් තුනකින් (03) (පොදු පරීක්ෂණය හැර) සමත් වී තිබීම.: [605, 1373, 1116, 1422]
signature-block: [1160, 1751, 1651, 1831]
body-paragraph: තෘතීයික හා වෘත්තීය අධ්‍යාපන කොමිෂන් සභාව විසින් පිළිගත් තාක්ෂණික / වෘත්තීය අභ්‍යාස ආයතනයක් විසින් නිකුත් කරන ලද ජාතික වෘත්තීය සුදුසුකම් මට්ටම (NVQ) 05 ට නොඅඩු / කෘෂිකර්මය / විද්‍යාව / වැවිලි කළමනාකරණය පිළිබඳ ප්‍රවීණතා සහතිකයක් ලබා තිබීම.: [117, 213, 561, 279]
field-label: සටහන :: [605, 1686, 654, 1702]
body-paragraph: [1160, 150, 1651, 186]
field-label: අභ්‍යන්තර :: [605, 1496, 668, 1512]
field-label: තෝරා ගැනීමේ ක්‍රම වේදය :: [117, 968, 275, 984]
body-paragraph: තෘතීයික හා වෘත්තීය අධ්‍යාපන කොමිෂන් සභාව විසින් පිළිගත් තාක්ෂණික / වෘත්තීය අභ්‍යාස ආයතනයක් විසින් නිකුත් කරන ලද ජාතික වෘත්තීය සුදුසුකම් මට්ටම (NVQ) 05 ට නොඅඩු අදළ ක්ෂේත්‍රයේ කටයුතු පිළිබඳ ප්‍රවීණතා සහතිකය ලබා තිබීම.: [605, 986, 1116, 1036]
field-label: අභ්‍යන්තර :: [1160, 450, 1223, 465]
body-paragraph: [117, 1371, 560, 1407]
signature-line: ශාන්ත කුම්බිස්, තලවකැලේ.: [1160, 1811, 1317, 1826]
field-label: සටහන :: [605, 1433, 654, 1449]
field-value: ලිඛිත තරගකාරී විභාගයකින් සහ / හෝ ව්‍යුහගත සම්මුඛ පරීක්ෂණයක් මගින්.: [1160, 195, 1651, 226]
body-paragraph: භාෂාව (සිංහල / දෙමළ) ගණිතය සහ ඉංග්‍රීසි ඇතුළු විෂයන් හතර (04) කට සම්මාන සාමාර්ථ සහිතව අ.පො.ස. (සා/පෙ) විභාගය විෂයන් හයකින් (06) සමත් වී තිබීම සහ ඉහත සේවන කාණ්ඩය යටතේ ස්ථිර තනතුරක අවම වශයෙන් අවුරුදු පහක (05) සතුටුදායක සේවා කාලයක් සම්පූර්ණ කර තිබීම.: [1160, 512, 1651, 579]
section-header: [117, 79, 560, 120]
field-label: වැටුප් පරිමාණය :: [1160, 1158, 1260, 1174]
section-number: 12.: [131, 88, 165, 110]
section-title: පුස්තකාල සහකාර: [176, 572, 319, 595]
field-label: වයස :: [1160, 1218, 1205, 1233]
body-paragraph: ආයතනයේ පුස්තකාල කටයුතු සහ තාක්ෂණික කටයුතු සඳහා පහසුකම් සැලසීම, සහාය දීම සහ පුස්තකාලයෙහි අතිරේක කාර්යයන් ඉටුකිරීම සඳහා වගකිව යුතුය.: [117, 634, 561, 666]
body-paragraph: [605, 1091, 1115, 1144]
field-label: වයස :: [605, 764, 651, 780]
list-item-text: ආයතනයේ වෛද්‍ය යෝජනා ක්‍රමයේ පවත්නා නියමයන් ප්‍රකාරව වෛද්‍ය ප්‍රතිලාභ හිමිවේ.: [1187, 1350, 1624, 1364]
section-number: 21.: [1174, 860, 1207, 882]
field-value: වයස අවුරුදු 18 ට නොඅඩු විය යුතු අතර අවුරුදු 45 ට නොවැඩි විය යුතුය. අභ්‍යන්තර අයදුම්කරුවන් සඳහා ඉහළ වයස් සීමාව අදළ නොවේ.: [117, 1330, 561, 1362]
field-label: සටහන :: [1160, 589, 1209, 604]
section-number: 18.: [619, 861, 652, 884]
field-label: වෙනත් ප්‍රතිලාභ :: [1160, 1287, 1255, 1302]
field-label: තෝරා ගැනීමේ ක්‍රම වේදය :: [605, 1194, 762, 1209]
column-3: [1134, 56, 1669, 1981]
field-label: රැකිය විස්තරය :: [605, 515, 694, 531]
field-label: තෝරා ගැනීමේ ක්‍රම වේදය :: [1160, 805, 1337, 821]
body-paragraph: පහත සුදුසුකම් සහිත ප්‍රාථමික මට්ටම සේවා කාණ්ඩයේ පුහුණු සහ නුපුහුණු සේවකයින් අයදුම් කිරීම සඳහා සුදුසුවේ.: [605, 1517, 1116, 1549]
field-label: අභ්‍යන්තර :: [605, 660, 668, 675]
body-paragraph: ආයතනයේ යාන්ත්‍රික කටයුතු සහ තාක්ෂණික කටයුතු සඳහා පහසුකම් සැලසීම, සහාය දීම සහ අතිරේක මෝටර් රථ කටයුතු ඉටුකිරීමට වගකිව යුතුය.: [605, 150, 1116, 181]
